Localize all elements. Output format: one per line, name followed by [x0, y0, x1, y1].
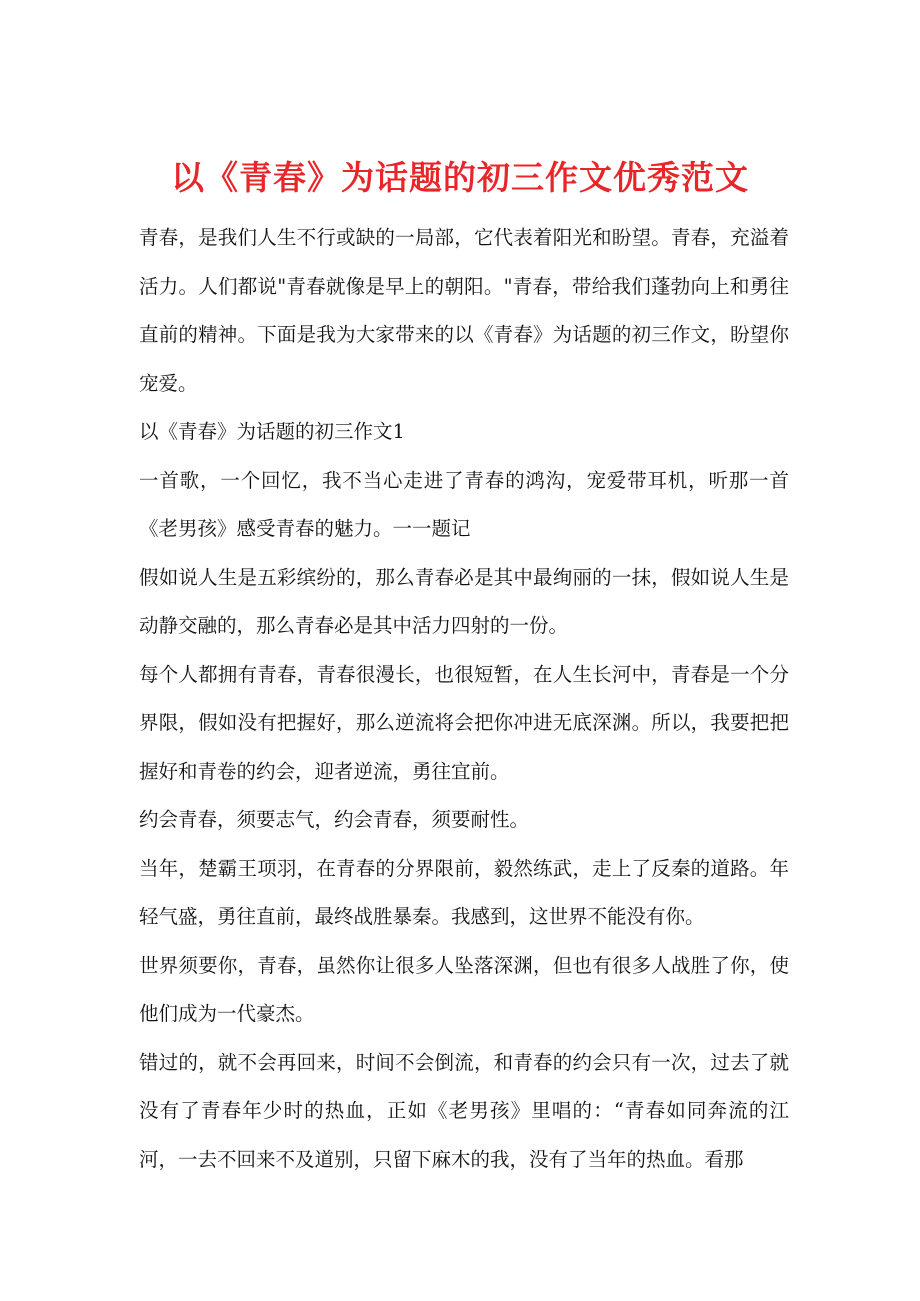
paragraph-intro: 青春，是我们人生不行或缺的一局部，它代表着阳光和盼望。青春，充溢着活力。人们都说"青春就像是早上的朝阳。"青春，带给我们蓬勃向上和勇往直前的精神。下面是我为大家带来的以《青春》为话题的初三作文，盼望你宠爱。: [139, 226, 789, 395]
paragraph: 错过的，就不会再回来，时间不会倒流，和青春的约会只有一次，过去了就没有了青春年少时的热血，正如《老男孩》里唱的：“青春如同奔流的江河，一去不回来不及道别，只留下麻木的我，没有了当年的热血。看那: [139, 1050, 789, 1171]
document-body: [139, 214, 789, 1184]
paragraph: 约会青春，须要志气，约会青春，须要耐性。: [139, 808, 530, 831]
paragraph: 假如说人生是五彩缤纷的，那么青春必是其中最绚丽的一抹，假如说人生是动静交融的，那么青春必是其中活力四射的一份。: [139, 565, 789, 637]
paragraph: 世界须要你，青春，虽然你让很多人坠落深渊，但也有很多人战胜了你，使他们成为一代豪杰。: [139, 953, 789, 1025]
document-title: 以《青春》为话题的初三作文优秀范文: [171, 158, 749, 198]
paragraph: 当年，楚霸王项羽，在青春的分界限前，毅然练武，走上了反秦的道路。年轻气盛，勇往直前，最终战胜暴秦。我感到，这世界不能没有你。: [139, 856, 789, 928]
paragraph: 一首歌，一个回忆，我不当心走进了青春的鸿沟，宠爱带耳机，听那一首《老男孩》感受青春的魅力。一一题记: [139, 468, 789, 540]
section-heading: 以《青春》为话题的初三作文1: [139, 420, 405, 443]
paragraph: 每个人都拥有青春，青春很漫长，也很短暂，在人生长河中，青春是一个分界限，假如没有把握好，那么逆流将会把你冲进无底深渊。所以，我要把把握好和青卷的约会，迎者逆流，勇往宜前。: [139, 662, 789, 783]
